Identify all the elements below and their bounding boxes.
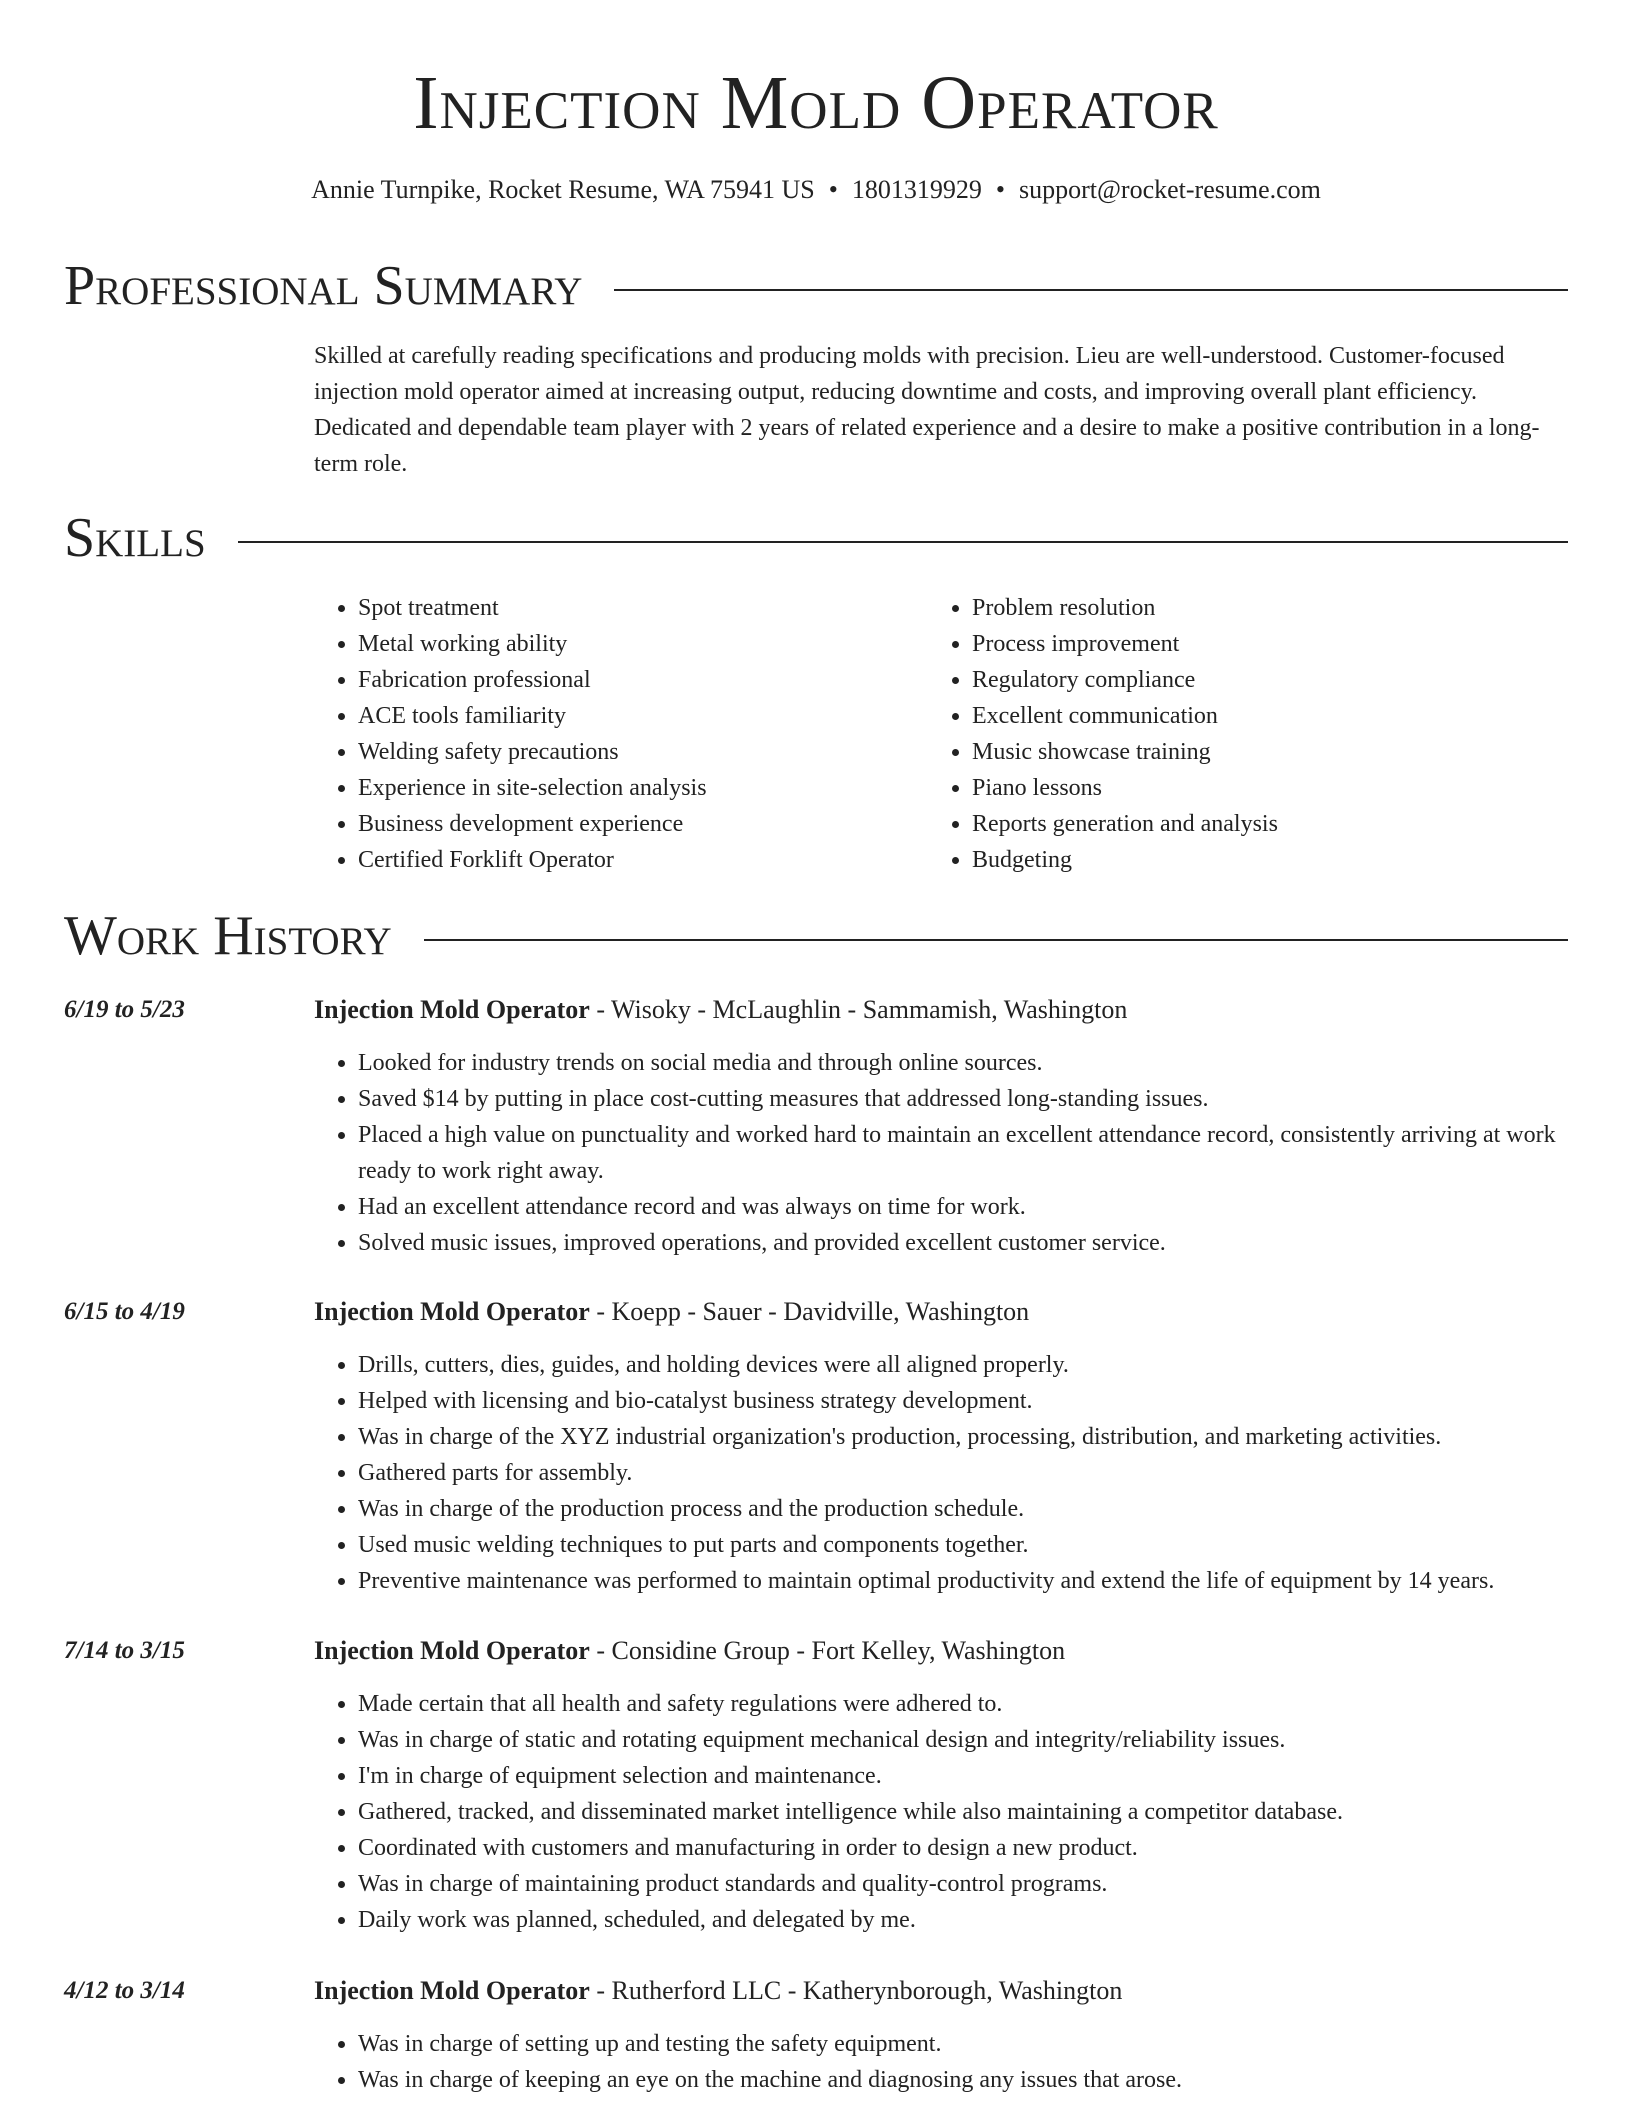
job-employer: - Rutherford LLC - Katherynborough, Washington bbox=[589, 1976, 1123, 2005]
job-bullets bbox=[314, 2026, 1612, 2098]
skill-item: • Piano lessons bbox=[972, 770, 1592, 806]
summary-heading: Professional Summary bbox=[64, 255, 583, 317]
job-role: Injection Mold Operator bbox=[314, 1976, 590, 2005]
job-bullet: • I'm in charge of equipment selection and maintenance. bbox=[358, 1758, 1612, 1794]
job-dates: 6/19 to 5/23 bbox=[64, 996, 185, 1023]
job-dates: 4/12 to 3/14 bbox=[64, 1977, 185, 2004]
job-dates: 7/14 to 3/15 bbox=[64, 1637, 185, 1664]
job-employer: - Koepp - Sauer - Davidville, Washington bbox=[589, 1297, 1030, 1326]
skill-item: • Certified Forklift Operator bbox=[358, 842, 918, 878]
section-divider bbox=[238, 541, 1568, 543]
skill-item: • Regulatory compliance bbox=[972, 662, 1592, 698]
job-bullets bbox=[314, 1045, 1612, 1261]
job-bullet: • Coordinated with customers and manufacturing in order to design a new product. bbox=[358, 1830, 1612, 1866]
job-bullet: • Was in charge of setting up and testing the safety equipment. bbox=[358, 2026, 1612, 2062]
resume-title: Injection Mold Operator bbox=[413, 61, 1219, 145]
skills-heading: Skills bbox=[64, 507, 206, 569]
job-bullet: • Daily work was planned, scheduled, and delegated by me. bbox=[358, 1902, 1612, 1938]
section-divider bbox=[614, 289, 1568, 291]
work-section-header bbox=[64, 906, 1568, 966]
skill-item: • Problem resolution bbox=[972, 590, 1592, 626]
skills-section-header bbox=[64, 508, 1568, 568]
skills-list-right bbox=[928, 590, 1592, 878]
skill-item: • Music showcase training bbox=[972, 734, 1592, 770]
job-employer: - Wisoky - McLaughlin - Sammamish, Washington bbox=[589, 995, 1128, 1024]
job-heading bbox=[314, 993, 1568, 1027]
skill-item: • Process improvement bbox=[972, 626, 1592, 662]
job-bullet: • Was in charge of keeping an eye on the machine and diagnosing any issues that arose. bbox=[358, 2062, 1612, 2098]
skill-item: • Welding safety precautions bbox=[358, 734, 918, 770]
skill-item: • Budgeting bbox=[972, 842, 1592, 878]
job-bullet: • Was in charge of the production process and the production schedule. bbox=[358, 1491, 1612, 1527]
job-bullet: • Helped with licensing and bio-catalyst business strategy development. bbox=[358, 1383, 1612, 1419]
job-bullet: • Drills, cutters, dies, guides, and holding devices were all aligned properly. bbox=[358, 1347, 1612, 1383]
job-bullet: • Solved music issues, improved operations, and provided excellent customer service. bbox=[358, 1225, 1612, 1261]
job-bullet: • Was in charge of maintaining product standards and quality-control programs. bbox=[358, 1866, 1612, 1902]
skill-item: • Fabrication professional bbox=[358, 662, 918, 698]
contact-separator: • bbox=[995, 175, 1005, 204]
skill-item: • Experience in site-selection analysis bbox=[358, 770, 918, 806]
contact-address: Annie Turnpike, Rocket Resume, WA 75941 US bbox=[311, 175, 815, 204]
job-dates: 6/15 to 4/19 bbox=[64, 1298, 185, 1325]
contact-line bbox=[0, 173, 1632, 207]
skill-item: • ACE tools familiarity bbox=[358, 698, 918, 734]
skill-item: • Reports generation and analysis bbox=[972, 806, 1592, 842]
job-role: Injection Mold Operator bbox=[314, 1297, 590, 1326]
job-bullets bbox=[314, 1686, 1612, 1938]
contact-email[interactable]: support@rocket-resume.com bbox=[1018, 175, 1321, 204]
job-bullet: • Made certain that all health and safety regulations were adhered to. bbox=[358, 1686, 1612, 1722]
work-heading: Work History bbox=[64, 905, 392, 967]
job-role: Injection Mold Operator bbox=[314, 1636, 590, 1665]
job-employer: - Considine Group - Fort Kelley, Washington bbox=[589, 1636, 1066, 1665]
job-bullet: • Was in charge of the XYZ industrial organization's production, processing, distribution, and marketing activities. bbox=[358, 1419, 1612, 1455]
job-heading bbox=[314, 1974, 1568, 2008]
contact-phone: 1801319929 bbox=[851, 175, 982, 204]
contact-separator: • bbox=[828, 175, 838, 204]
job-heading bbox=[314, 1634, 1568, 1668]
skill-item: • Spot treatment bbox=[358, 590, 918, 626]
job-bullet: • Saved $14 by putting in place cost-cutting measures that addressed long-standing issues. bbox=[358, 1081, 1612, 1117]
job-role: Injection Mold Operator bbox=[314, 995, 590, 1024]
job-bullet: • Preventive maintenance was performed to maintain optimal productivity and extend the life of equipment by 14 years. bbox=[358, 1563, 1612, 1599]
job-bullet: • Gathered, tracked, and disseminated market intelligence while also maintaining a competitor database. bbox=[358, 1794, 1612, 1830]
job-bullet: • Had an excellent attendance record and was always on time for work. bbox=[358, 1189, 1612, 1225]
job-bullet: • Used music welding techniques to put parts and components together. bbox=[358, 1527, 1612, 1563]
job-heading bbox=[314, 1295, 1568, 1329]
skills-list-left bbox=[314, 590, 918, 878]
skill-item: • Metal working ability bbox=[358, 626, 918, 662]
job-bullet: • Was in charge of static and rotating equipment mechanical design and integrity/reliability issues. bbox=[358, 1722, 1612, 1758]
job-bullet: • Gathered parts for assembly. bbox=[358, 1455, 1612, 1491]
job-bullets bbox=[314, 1347, 1612, 1599]
summary-section-header bbox=[64, 256, 1568, 316]
job-bullet: • Placed a high value on punctuality and worked hard to maintain an excellent attendance record, consistently arriving at work ready to work right away. bbox=[358, 1117, 1612, 1189]
section-divider bbox=[424, 939, 1568, 941]
skill-item: • Excellent communication bbox=[972, 698, 1592, 734]
skill-item: • Business development experience bbox=[358, 806, 918, 842]
summary-text: Skilled at carefully reading specifications and producing molds with precision. Lieu are well-understood. Customer-focused injection mold operator aimed at increasing output, reducing downtime and costs, and improving overall plant efficiency. Dedicated and dependable team player with 2 years of related experience and a desire to make a positive contribution in a long-term role. bbox=[314, 343, 1540, 477]
job-bullet: • Looked for industry trends on social media and through online sources. bbox=[358, 1045, 1612, 1081]
